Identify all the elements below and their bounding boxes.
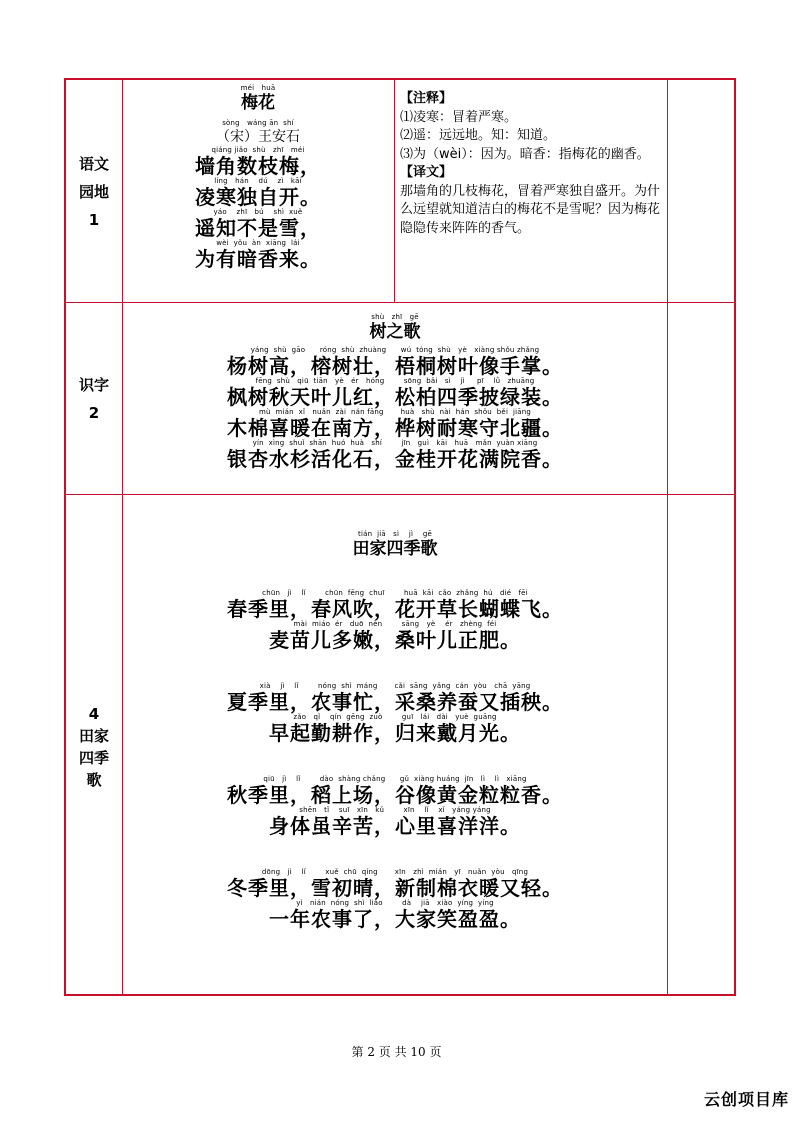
notes-divider	[394, 79, 395, 302]
section-label-3: 4 田家 四季 歌	[78, 705, 109, 789]
poem-line: 杨树高，榕树壮，梧桐树叶像手掌。	[227, 354, 563, 378]
poem-shuzhige: shù zhī gē 树之歌 yáng shù gāo róng shù zhuàng wú tóng shù yè xiàng shǒu zhǎng 杨树高，榕树壮，梧桐树叶像手掌。 fēng shù qiū tiān yè ér hóng sōng bǎi sì jì pī lǜ zhuāng 枫树秋天叶儿红，松柏四季披绿装。 mù mián xǐ nuǎn zài nán fāng huà shù nài hán shǒu běi jiāng 木棉喜暖在南方，桦树耐寒守北疆。 yín xìng shuǐ shān huó huà shí jīn guì kāi huā mǎn yuàn xiāng 银杏水杉活化石，金桂开花满院香。	[124, 313, 666, 470]
poem-line: 麦苗儿多嫩，桑叶儿正肥。	[269, 628, 521, 652]
notes-heading: 【注释】	[400, 91, 453, 106]
poem-author: （宋）王安石	[216, 129, 300, 145]
note-item: ⑴凌寒：冒着严寒。	[400, 109, 518, 125]
poem-line: 墙角数枝梅，	[195, 154, 321, 178]
note-item: ⑶为（wèi）：因为。暗香：指梅花的幽香。	[400, 146, 650, 162]
poem-line: 夏季里，农事忙，采桑养蚕又插秧。	[227, 690, 563, 714]
section-label-1: 语文 园地 1	[78, 155, 109, 229]
poem-line: 冬季里，雪初晴，新制棉衣暖又轻。	[227, 876, 563, 900]
poem-line: 为有暗香来。	[195, 247, 321, 271]
stanza-spring: chūn jì lǐ chūn fēng chuī huā kāi cǎo zhǎng hú dié fēi 春季里，春风吹，花开草长蝴蝶飞。 mài miáo ér duō nèn sāng yè ér zhèng féi 麦苗儿多嫩，桑叶儿正肥。	[124, 589, 666, 651]
poem-line: 木棉喜暖在南方，桦树耐寒守北疆。	[227, 416, 563, 440]
poem-line: 遥知不是雪，	[195, 216, 321, 240]
translation-heading: 【译文】	[400, 165, 453, 180]
stanza-winter: dōng jì lǐ xuě chū qíng xīn zhì mián yī nuǎn yòu qīng 冬季里，雪初晴，新制棉衣暖又轻。 yì nián nóng shì liǎo dà jiā xiào yíng yíng 一年农事了，大家笑盈盈。	[124, 868, 666, 930]
poem-line: 枫树秋天叶儿红，松柏四季披绿装。	[227, 385, 563, 409]
poem-line: 一年农事了，大家笑盈盈。	[269, 907, 521, 931]
poem-meihua: méi huā 梅花 sòng wáng ān shí （宋）王安石 qiáng jiǎo shù zhī méi 墙角数枝梅， líng hán dú zì kāi 凌寒独自开。 yáo zhī bú shì xuě 遥知不是雪， wèi yǒu àn xiāng lái 为有暗香来。	[124, 84, 392, 270]
poem-title: 梅花	[241, 93, 275, 113]
poem-line: 身体虽辛苦，心里喜洋洋。	[269, 814, 521, 838]
stanza-autumn: qiū jì lǐ dào shàng chǎng gǔ xiàng huáng jīn lì lì xiāng 秋季里，稻上场，谷像黄金粒粒香。 shēn tǐ suī xīn kǔ xīn lǐ xǐ yáng yáng 身体虽辛苦，心里喜洋洋。	[124, 775, 666, 837]
poem-line: 凌寒独自开。	[195, 185, 321, 209]
page-footer: 第 2 页 共 10 页	[351, 1045, 442, 1059]
label-column-divider	[122, 79, 123, 995]
poem-line: 早起勤耕作，归来戴月光。	[269, 721, 521, 745]
translation-text: 那墙角的几枝梅花，冒着严寒独自盛开。为什么远望就知道洁白的梅花不是雪呢？因为梅花隐隐传来阵阵的香气。	[400, 183, 661, 236]
row-divider-1	[65, 302, 735, 303]
note-item: ⑵遥：远远地。知：知道。	[400, 128, 557, 143]
poem-line: 秋季里，稻上场，谷像黄金粒粒香。	[227, 783, 563, 807]
poem-title: 田家四季歌	[352, 539, 438, 559]
stanza-summer: xià jì lǐ nóng shì máng cǎi sāng yǎng cán yòu chā yāng 夏季里，农事忙，采桑养蚕又插秧。 zǎo qǐ qín gēng zuò guī lái dài yuè guāng 早起勤耕作，归来戴月光。	[124, 682, 666, 744]
section-label-2: 识字 2	[78, 376, 109, 422]
poem-tianjiasijige: tián jiā sì jì gē 田家四季歌 chūn jì lǐ chūn fēng chuī huā kāi cǎo zhǎng hú dié fēi 春季里，春风吹，花开草长蝴蝶飞。 mài miáo ér duō nèn sāng yè ér zhèng féi 麦苗儿多嫩，桑叶儿正肥。 xià jì lǐ nóng shì máng cǎi sāng yǎng cán yòu chā yāng 夏季里，农事忙，采桑养蚕又插秧。 zǎo qǐ qín gēng zuò guī lái dài yuè guāng 早起勤耕作，归来戴月光。 qiū jì lǐ dào shàng chǎng gǔ xiàng huáng jīn lì lì xiāng 秋季里，稻上场，谷像黄金粒粒香。 shēn tǐ suī xīn kǔ xīn lǐ xǐ yáng yáng 身体虽辛苦，心里喜洋洋。 dōng jì lǐ xuě chū qíng xīn zhì mián yī nuǎn yòu qīng 冬季里，雪初晴，新制棉衣暖又轻。 yì nián nóng shì liǎo dà jiā xiào yíng yíng 一年农事了，大家笑盈盈。	[124, 530, 666, 930]
poem-notes	[400, 90, 662, 238]
poem-title: 树之歌	[369, 322, 421, 342]
poem-line: 银杏水杉活化石，金桂开花满院香。	[227, 447, 563, 471]
right-column-divider	[667, 79, 668, 995]
brand-watermark: 云创项目库	[703, 1090, 789, 1109]
row-divider-2	[65, 494, 735, 495]
poem-line: 春季里，春风吹，花开草长蝴蝶飞。	[227, 597, 563, 621]
